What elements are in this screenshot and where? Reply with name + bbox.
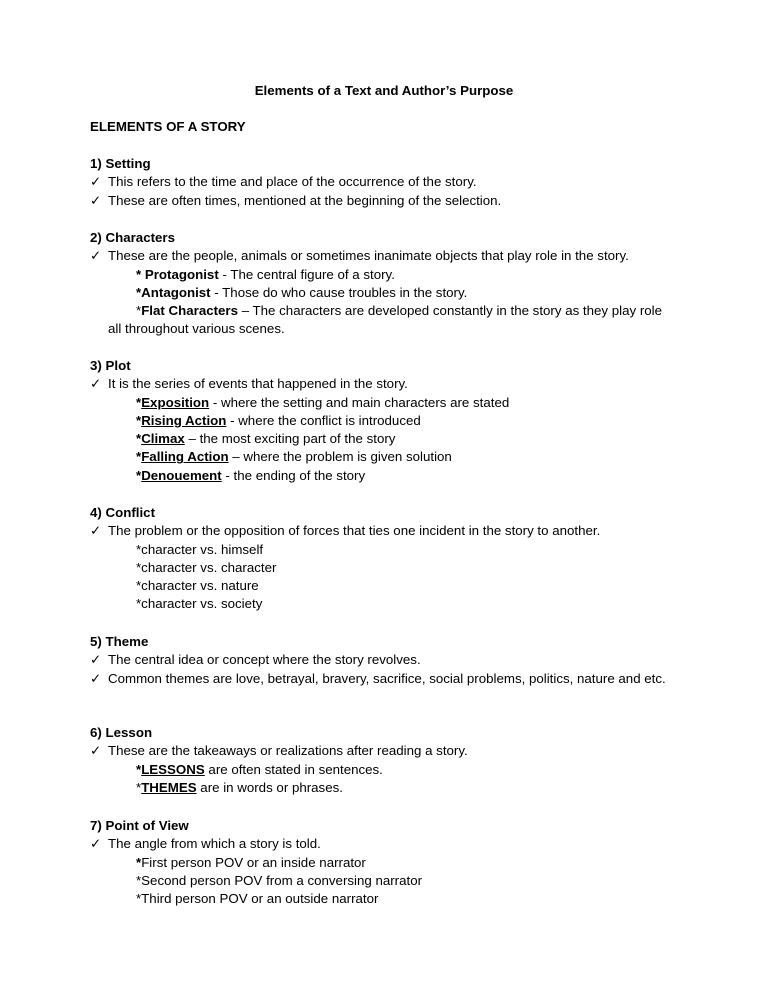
pov-heading: 7) Point of View xyxy=(90,818,189,833)
lessons-line xyxy=(90,761,690,779)
term: Climax xyxy=(141,431,185,447)
theme-bullet-1 xyxy=(90,651,690,669)
flat-characters-line xyxy=(90,302,690,320)
term: Rising Action xyxy=(141,412,227,428)
check-icon: ✓ xyxy=(90,248,102,264)
bullet-text: These are the people, animals or sometimes inanimate objects that play role in the story. xyxy=(108,248,629,264)
plot-item-climax xyxy=(90,430,690,448)
characters-bullet xyxy=(90,247,690,265)
pov-first xyxy=(90,854,690,872)
document-title: Elements of a Text and Author’s Purpose xyxy=(254,83,514,98)
plot-item-rising-action xyxy=(90,412,690,430)
conflict-type: *character vs. society xyxy=(136,596,263,612)
bullet-text: These are often times, mentioned at the beginning of the selection. xyxy=(108,192,502,208)
bullet-text: These are the takeaways or realizations after reading a story. xyxy=(108,743,468,759)
conflict-bullet xyxy=(90,522,690,540)
term: THEMES xyxy=(141,779,197,795)
check-icon: ✓ xyxy=(90,376,102,392)
plot-item-exposition xyxy=(90,394,690,412)
star: * xyxy=(136,779,142,795)
definition: - where the conflict is introduced xyxy=(226,412,421,428)
definition: are often stated in sentences. xyxy=(204,761,383,777)
conflict-heading: 4) Conflict xyxy=(90,505,156,520)
lesson-bullet xyxy=(90,742,690,760)
star: * xyxy=(136,761,142,777)
pov-bullet xyxy=(90,835,690,853)
conflict-type: *character vs. himself xyxy=(136,541,264,557)
check-icon: ✓ xyxy=(90,174,102,190)
definition: – where the problem is given solution xyxy=(228,449,452,465)
check-icon: ✓ xyxy=(90,523,102,539)
term: Falling Action xyxy=(141,449,229,465)
star: * xyxy=(136,431,142,447)
star: * xyxy=(136,449,142,465)
definition: are in words or phrases. xyxy=(196,779,343,795)
term: * Protagonist xyxy=(136,266,219,282)
term: Flat Characters xyxy=(141,303,238,319)
term: Denouement xyxy=(141,467,222,483)
bullet-text: The problem or the opposition of forces that ties one incident in the story to another. xyxy=(108,523,601,539)
section-theme xyxy=(90,633,690,688)
definition: – the most exciting part of the story xyxy=(184,431,396,447)
star: * xyxy=(136,854,142,870)
star: * xyxy=(136,412,142,428)
term: *Antagonist xyxy=(136,284,211,300)
term: LESSONS xyxy=(141,761,205,777)
plot-bullet xyxy=(90,375,690,393)
check-icon: ✓ xyxy=(90,836,102,852)
protagonist-line xyxy=(90,266,690,284)
section-point-of-view xyxy=(90,817,690,908)
bullet-text: It is the series of events that happened in the story. xyxy=(108,376,408,392)
plot-item-denouement xyxy=(90,467,690,485)
section-lesson xyxy=(90,724,690,797)
theme-bullet-2 xyxy=(90,670,678,688)
setting-bullet-1 xyxy=(90,173,690,191)
star: * xyxy=(136,394,142,410)
bullet-text: The angle from which a story is told. xyxy=(108,836,321,852)
setting-bullet-2 xyxy=(90,192,690,210)
check-icon: ✓ xyxy=(90,192,102,208)
check-icon: ✓ xyxy=(90,652,102,668)
section-conflict xyxy=(90,504,690,614)
plot-item-falling-action xyxy=(90,448,690,466)
bullet-text: Common themes are love, betrayal, bravery, sacrifice, social problems, politics, nature and etc. xyxy=(108,670,666,686)
main-heading: ELEMENTS OF A STORY xyxy=(90,119,246,134)
bullet-text: This refers to the time and place of the occurrence of the story. xyxy=(108,174,477,190)
conflict-type: *character vs. nature xyxy=(136,578,259,594)
star: * xyxy=(136,303,142,319)
section-setting xyxy=(90,155,690,210)
definition: – The characters are developed constantly in the story as they play role xyxy=(238,303,663,319)
pov-second: *Second person POV from a conversing narrator xyxy=(136,872,423,888)
bullet-text: The central idea or concept where the story revolves. xyxy=(108,652,421,668)
check-icon: ✓ xyxy=(90,743,102,759)
flat-characters-cont: all throughout various scenes. xyxy=(108,321,285,337)
theme-heading: 5) Theme xyxy=(90,634,149,649)
definition: - where the setting and main characters are stated xyxy=(209,394,510,410)
section-plot xyxy=(90,357,690,485)
lesson-heading: 6) Lesson xyxy=(90,725,153,740)
star: * xyxy=(136,467,142,483)
conflict-type: *character vs. character xyxy=(136,559,277,575)
definition: - Those do who cause troubles in the story. xyxy=(210,284,468,300)
themes-line xyxy=(90,779,690,797)
pov-text: First person POV or an inside narrator xyxy=(141,854,366,870)
plot-heading: 3) Plot xyxy=(90,358,131,373)
check-icon: ✓ xyxy=(90,670,102,686)
setting-heading: 1) Setting xyxy=(90,156,151,171)
definition: - The central figure of a story. xyxy=(218,266,395,282)
characters-heading: 2) Characters xyxy=(90,230,175,245)
antagonist-line xyxy=(90,284,690,302)
term: Exposition xyxy=(141,394,210,410)
pov-third: *Third person POV or an outside narrator xyxy=(136,891,379,907)
section-characters xyxy=(90,229,690,339)
definition: - the ending of the story xyxy=(221,467,366,483)
